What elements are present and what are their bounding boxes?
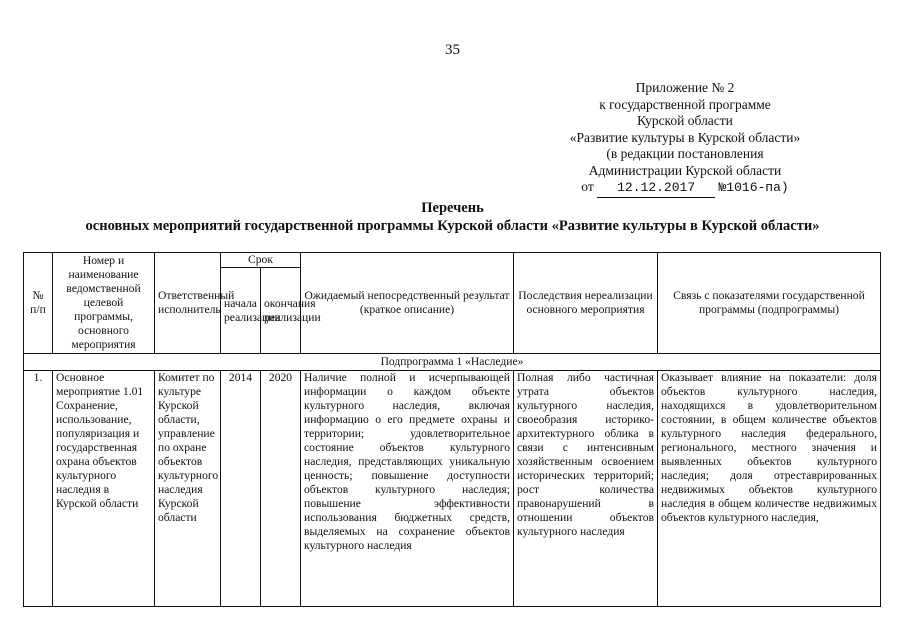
- document-number: №1016-па): [718, 180, 789, 195]
- col-header-result: Ожидаемый непосредственный результат (краткое описание): [301, 253, 514, 354]
- cell-num: 1.: [24, 371, 53, 607]
- header-row: [24, 253, 881, 268]
- table-row: [24, 371, 881, 607]
- appendix-line: Администрации Курской области: [588, 162, 782, 178]
- document-subtitle: основных мероприятий государственной программы Курской области «Развитие культуры в Курской области»: [85, 218, 820, 234]
- col-header-consequences: Последствия нереализации основного мероприятия: [514, 253, 658, 354]
- cell-link: Оказывает влияние на показатели: доля объектов культурного наследия, находящихся в удовлетворительном состоянии, в общем количестве объектов культурного наследия федерального, регионального, местного значения и выявленных объектов культурного наследия; доля отреставрированных недвижимых объектов культурного наследия в общем количестве недвижимых объектов культурного наследия,: [658, 371, 881, 607]
- cell-result: Наличие полной и исчерпывающей информации о каждом объекте культурного наследия, включая информацию о его предмете охраны и территории; удовлетворительное состояние объектов культурного наследия, представляющих уникальную ценность; повышение доступности объектов культурного наследия; повышение эффективности использования бюджетных средств, выделяемых на сохранение объектов культурного наследия: [301, 371, 514, 607]
- col-header-executor: Ответственный исполнитель: [155, 253, 221, 354]
- col-header-end: окончания реализации: [261, 268, 301, 354]
- col-header-link: Связь с показателями государственной программы (подпрограммы): [658, 253, 881, 354]
- page-number: 35: [445, 42, 460, 58]
- cell-end: 2020: [261, 371, 301, 607]
- cell-start: 2014: [221, 371, 261, 607]
- cell-executor: Комитет по культуре Курской области, управление по охране объектов культурного наследия Курской области: [155, 371, 221, 607]
- appendix-date-line: [540, 179, 830, 198]
- appendix-block: [540, 80, 830, 198]
- appendix-line: «Развитие культуры в Курской области»: [569, 129, 801, 145]
- appendix-line: к государственной программе: [599, 96, 771, 112]
- cell-consequences: Полная либо частичная утрата объектов культурного наследия, своеобразия историко-архитектурного облика в связи с интенсивным хозяйственным освоением исторических территорий; рост количества правонарушений в отношении объектов культурного наследия: [514, 371, 658, 607]
- measures-table: [23, 252, 881, 607]
- col-header-start: начала реализации: [221, 268, 261, 354]
- cell-name: Основное мероприятие 1.01 Сохранение, использование, популяризация и государственная охрана объектов культурного наследия в Курской области: [53, 371, 155, 607]
- appendix-line: (в редакции постановления: [606, 146, 764, 161]
- document-title: Перечень: [421, 200, 484, 216]
- appendix-line: Приложение № 2: [635, 80, 735, 95]
- subprogram-label: Подпрограмма 1 «Наследие»: [24, 354, 881, 371]
- col-header-name: Номер и наименование ведомственной целевой программы, основного мероприятия: [53, 253, 155, 354]
- col-header-term: Срок: [221, 253, 301, 268]
- date-prefix: от: [581, 179, 594, 194]
- subprogram-row: [24, 354, 881, 371]
- col-header-num: № п/п: [24, 253, 53, 354]
- date-value: 12.12.2017: [597, 180, 715, 198]
- appendix-line: Курской области: [637, 113, 733, 128]
